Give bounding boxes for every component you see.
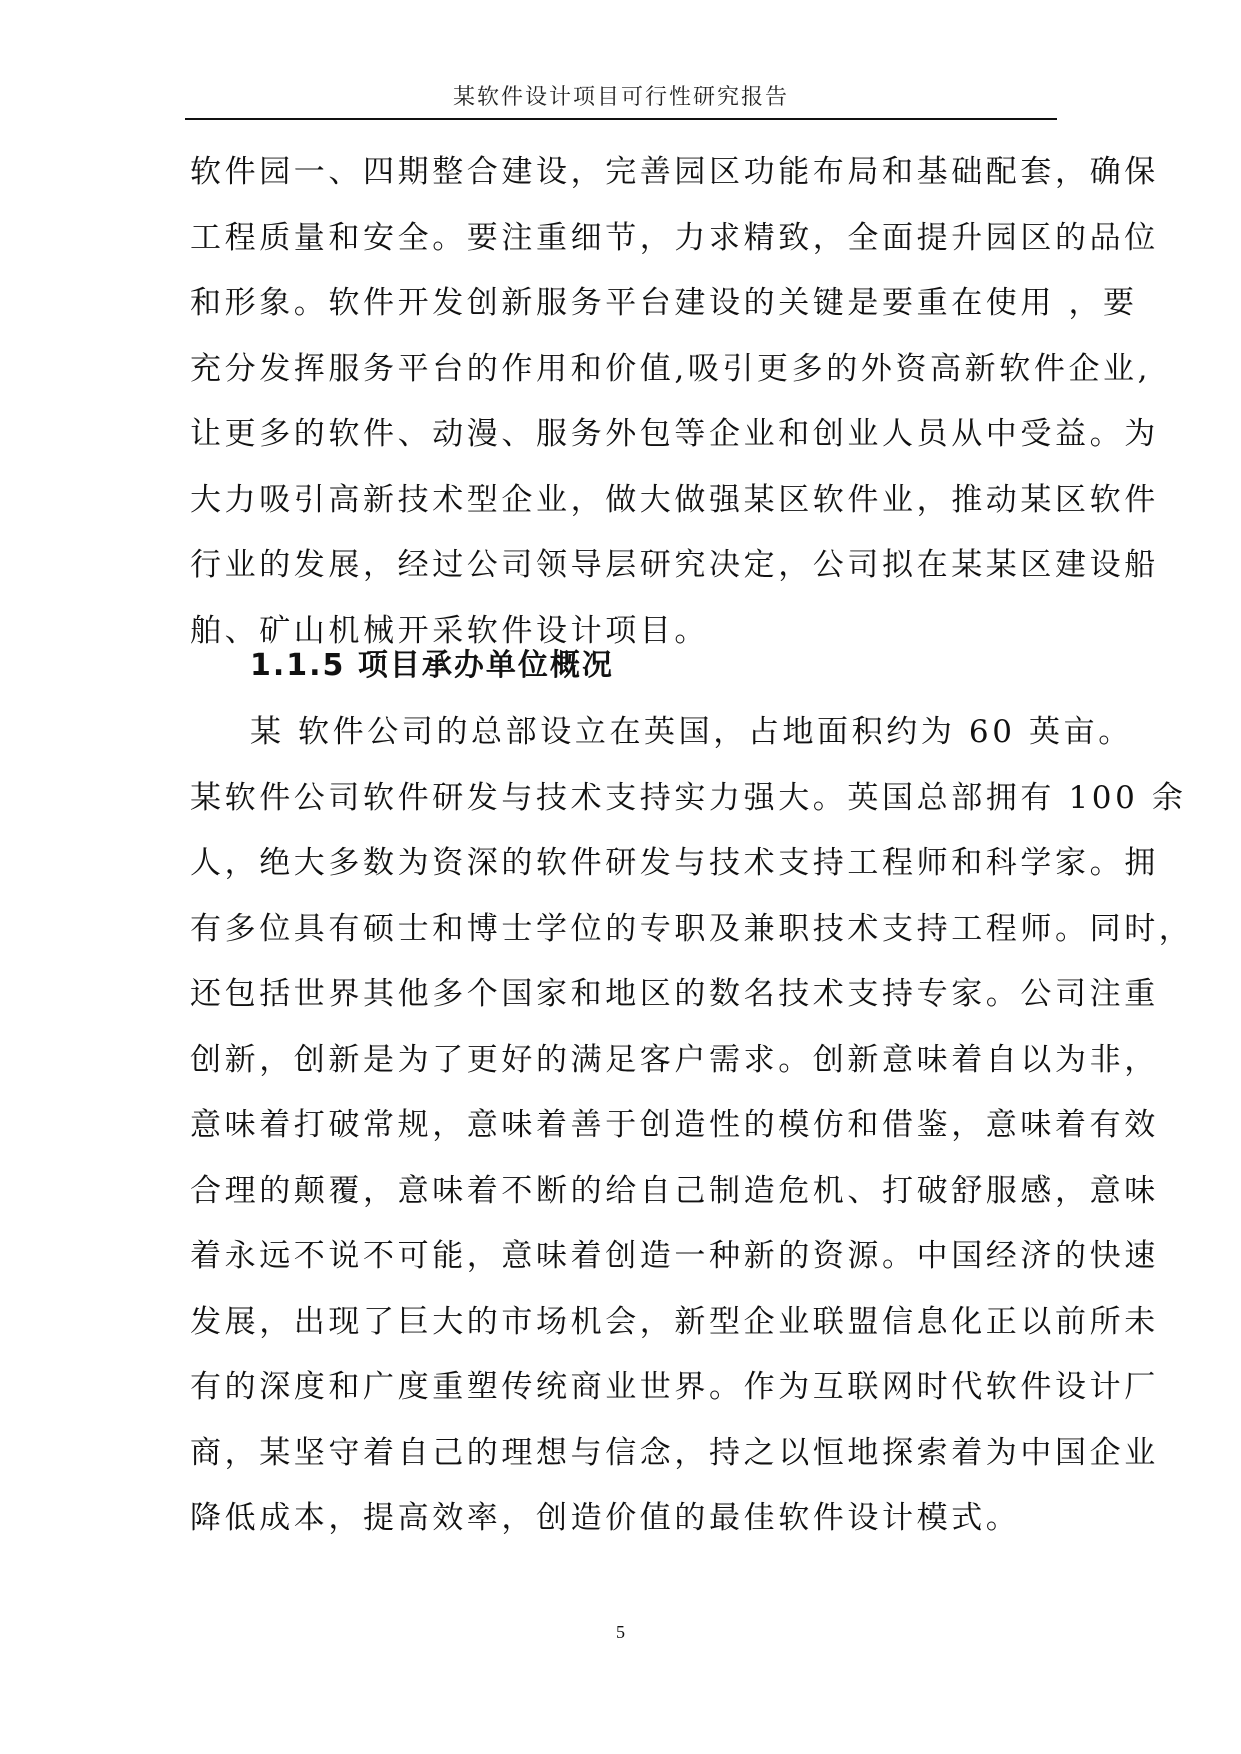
text-line: 某 软件公司的总部设立在英国，占地面积约为 60 英亩。 xyxy=(250,714,1133,750)
text-line: 着永远不说不可能，意味着创造一种新的资源。中国经济的快速 xyxy=(190,1238,1159,1274)
text-line: 某软件公司软件研发与技术支持实力强大。英国总部拥有 100 余 xyxy=(190,779,1187,816)
text-line: 有的深度和广度重塑传统商业世界。作为互联网时代软件设计厂 xyxy=(190,1369,1159,1405)
section-heading: 1.1.5 项目承办单位概况 xyxy=(250,648,614,683)
running-header: 某软件设计项目可行性研究报告 xyxy=(185,84,1057,120)
text-line: 和形象。软件开发创新服务平台建设的关键是要重在使用 ，要 xyxy=(190,285,1138,321)
text-line: 让更多的软件、动漫、服务外包等企业和创业人员从中受益。为 xyxy=(190,416,1159,452)
text-line: 降低成本，提高效率，创造价值的最佳软件设计模式。 xyxy=(190,1500,1021,1536)
text-line: 还包括世界其他多个国家和地区的数名技术支持专家。公司注重 xyxy=(190,976,1159,1012)
text-line: 发展，出现了巨大的市场机会，新型企业联盟信息化正以前所未 xyxy=(190,1303,1159,1340)
text-line: 舶、矿山机械开采软件设计项目。 xyxy=(190,612,709,649)
text-line: 软件园一、四期整合建设，完善园区功能布局和基础配套，确保 xyxy=(190,154,1159,190)
paragraph-project-background xyxy=(190,140,1159,664)
text-line: 创新，创新是为了更好的满足客户需求。创新意味着自以为非， xyxy=(190,1041,1159,1078)
text-line: 工程质量和安全。要注重细节，力求精致，全面提升园区的品位 xyxy=(190,219,1159,256)
text-line: 有多位具有硕士和博士学位的专职及兼职技术支持工程师。同时， xyxy=(190,910,1194,947)
text-line: 商，某坚守着自己的理想与信念，持之以恒地探索着为中国企业 xyxy=(190,1434,1159,1471)
text-line: 合理的颠覆，意味着不断的给自己制造危机、打破舒服感，意味 xyxy=(190,1172,1159,1209)
page-number: 5 xyxy=(616,1622,625,1642)
paragraph-company-overview xyxy=(190,700,1194,1552)
text-line: 行业的发展，经过公司领导层研究决定，公司拟在某某区建设船 xyxy=(190,547,1159,583)
text-line: 意味着打破常规，意味着善于创造性的模仿和借鉴，意味着有效 xyxy=(190,1107,1159,1143)
text-line: 人，绝大多数为资深的软件研发与技术支持工程师和科学家。拥 xyxy=(190,845,1159,881)
text-line: 大力吸引高新技术型企业，做大做强某区软件业，推动某区软件 xyxy=(190,481,1159,518)
text-line: 充分发挥服务平台的作用和价值,吸引更多的外资高新软件企业, xyxy=(190,350,1152,387)
